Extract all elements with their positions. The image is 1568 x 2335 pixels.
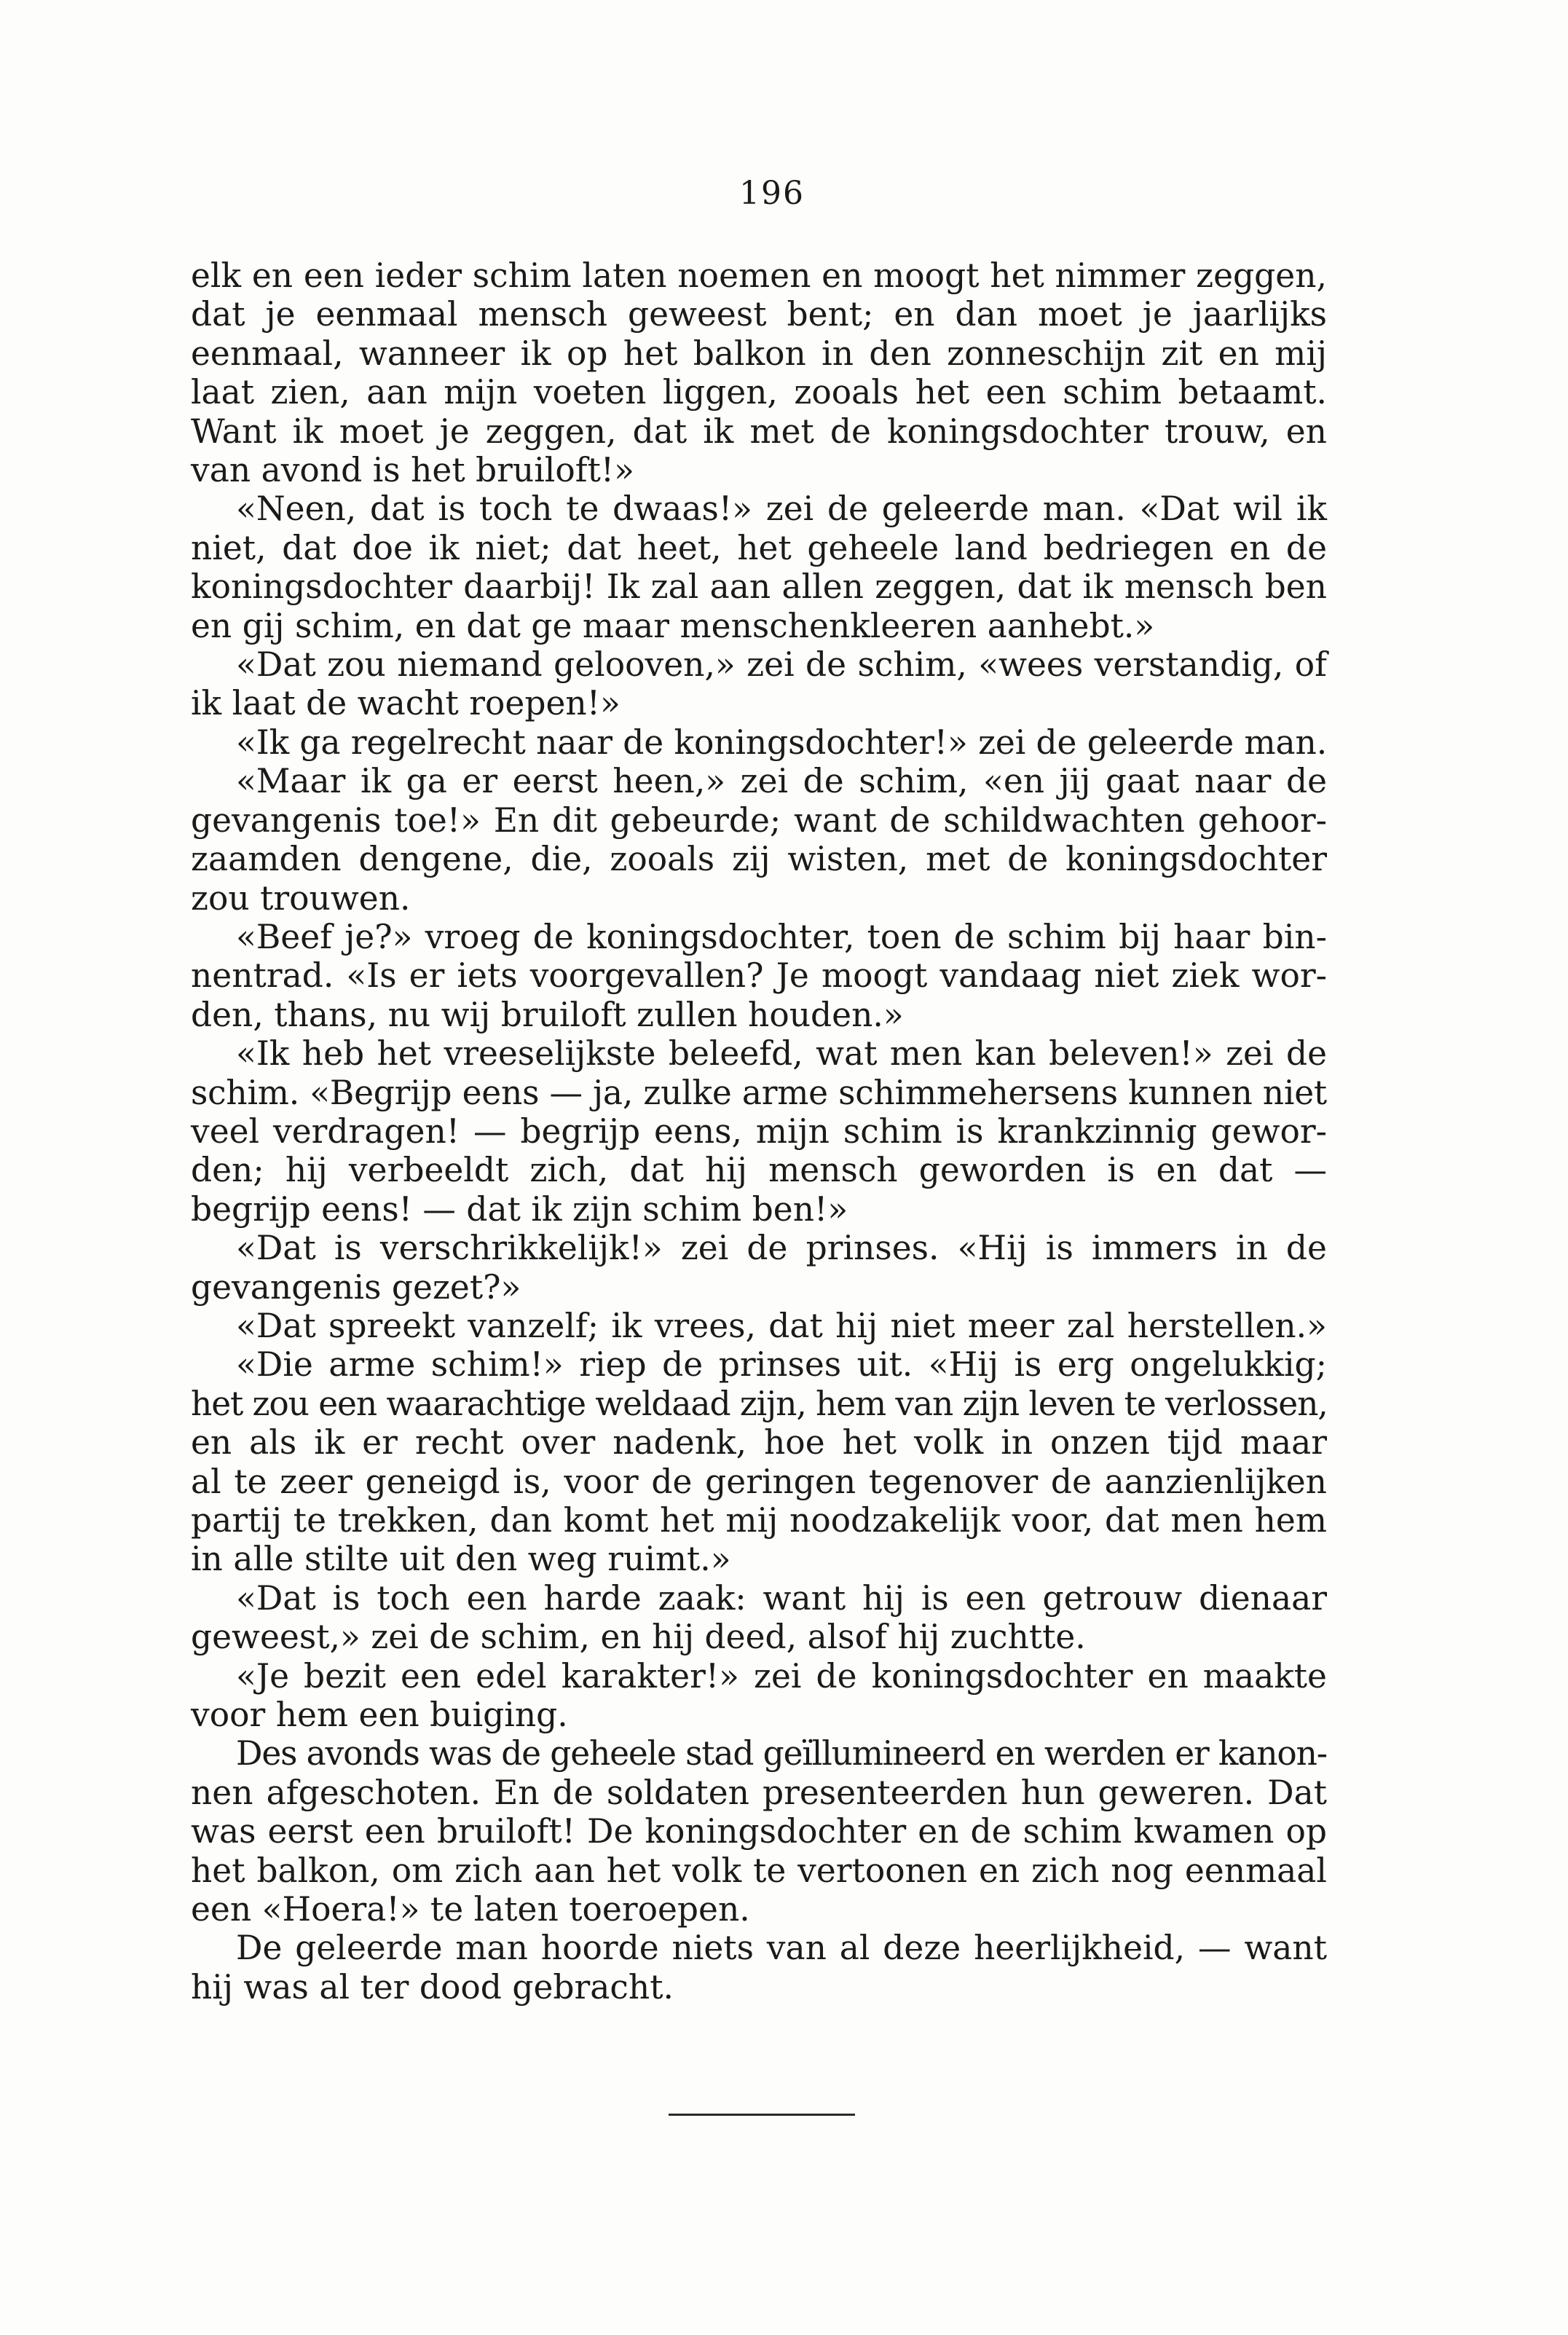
- text-line: was eerst een bruiloft! De koningsdochter en de schim kwamen op: [191, 1812, 1327, 1851]
- text-line: laat zien, aan mijn voeten liggen, zooals het een schim betaamt.: [191, 373, 1327, 412]
- paragraph: [191, 1034, 1327, 1229]
- text-line: partij te trekken, dan komt het mij noodzakelijk voor, dat men hem: [191, 1501, 1327, 1540]
- text-line: gevangenis gezet?»: [191, 1267, 521, 1307]
- text-line: het zou een waarachtige weldaad zijn, hem van zijn leven te verlossen,: [191, 1384, 1328, 1423]
- text-line: «Maar ik ga er eerst heen,» zei de schim, «en jij gaat naar de: [236, 762, 1327, 801]
- text-line: nentrad. «Is er iets voorgevallen? Je moogt vandaag niet ziek wor-: [191, 956, 1327, 996]
- text-line: «Je bezit een edel karakter!» zei de koningsdochter en maakte: [236, 1656, 1327, 1696]
- paragraph: [191, 1579, 1327, 1657]
- paragraph: [191, 1929, 1327, 2007]
- text-line: «Dat is toch een harde zaak: want hij is een getrouw dienaar: [236, 1578, 1327, 1618]
- text-line: De geleerde man hoorde niets van al deze heerlijkheid, — want: [236, 1929, 1327, 1968]
- text-line: nen afgeschoten. En de soldaten presenteerden hun geweren. Dat: [191, 1773, 1327, 1812]
- paragraph: [191, 1345, 1327, 1578]
- page-number: 196: [739, 175, 805, 212]
- text-line: hij was al ter dood gebracht.: [191, 1967, 674, 2007]
- text-line: dat je eenmaal mensch geweest bent; en dan moet je jaarlijks: [191, 295, 1327, 334]
- paragraph: [191, 762, 1327, 918]
- paragraph: [191, 645, 1327, 723]
- paragraph: [191, 256, 1327, 489]
- text-line: schim. «Begrijp eens — ja, zulke arme schimmehersens kunnen niet: [191, 1073, 1327, 1112]
- text-line: eenmaal, wanneer ik op het balkon in den zonneschijn zit en mij: [191, 334, 1327, 373]
- paragraph: [191, 723, 1327, 762]
- text-line: geweest,» zei de schim, en hij deed, alsof hij zuchtte.: [191, 1618, 1086, 1657]
- text-line: «Dat zou niemand gelooven,» zei de schim, «wees verstandig, of: [236, 645, 1327, 685]
- text-line: voor hem een buiging.: [191, 1696, 568, 1735]
- paragraph: [191, 1657, 1327, 1735]
- paragraph: [191, 1229, 1327, 1307]
- text-line: «Ik ga regelrecht naar de koningsdochter!» zei de geleerde man.: [236, 722, 1328, 762]
- text-line: niet, dat doe ik niet; dat heet, het geheele land bedriegen en de: [191, 528, 1327, 567]
- text-line: den; hij verbeeldt zich, dat hij mensch geworden is en dat —: [191, 1151, 1327, 1190]
- text-line: zaamden dengene, die, zooals zij wisten, met de koningsdochter: [191, 840, 1327, 879]
- text-line: elk en een ieder schim laten noemen en moogt het nimmer zeggen,: [191, 256, 1327, 295]
- paragraph: [191, 918, 1327, 1034]
- text-line: Want ik moet je zeggen, dat ik met de koningsdochter trouw, en: [191, 412, 1327, 451]
- text-line: het balkon, om zich aan het volk te vertoonen en zich nog eenmaal: [191, 1851, 1327, 1890]
- text-line: van avond is het bruiloft!»: [191, 451, 634, 490]
- text-line: en als ik er recht over nadenk, hoe het volk in onzen tijd maar: [191, 1423, 1327, 1462]
- paragraph: [191, 1734, 1327, 1929]
- text-line: «Dat is verschrikkelijk!» zei de prinses. «Hij is immers in de: [236, 1229, 1327, 1268]
- text-line: Des avonds was de geheele stad geïllumineerd en werden er kanon-: [236, 1734, 1327, 1773]
- paragraph: [191, 1307, 1327, 1345]
- text-line: «Die arme schim!» riep de prinses uit. «Hij is erg ongelukkig;: [236, 1345, 1327, 1385]
- text-line: al te zeer geneigd is, voor de geringen tegenover de aanzienlijken: [191, 1462, 1327, 1501]
- text-line: koningsdochter daarbij! Ik zal aan allen zeggen, dat ik mensch ben: [191, 567, 1327, 607]
- text-line: den, thans, nu wij bruiloft zullen houden.»: [191, 995, 904, 1034]
- paragraph: [191, 489, 1327, 645]
- text-line: begrijp eens! — dat ik zijn schim ben!»: [191, 1189, 848, 1229]
- text-line: in alle stilte uit den weg ruimt.»: [191, 1540, 731, 1579]
- text-line: «Beef je?» vroeg de koningsdochter, toen de schim bij haar bin-: [236, 917, 1327, 956]
- text-line: gevangenis toe!» En dit gebeurde; want de schildwachten gehoor-: [191, 800, 1327, 840]
- text-line: een «Hoera!» te laten toeroepen.: [191, 1890, 750, 1929]
- text-line: en gij schim, en dat ge maar menschenkleeren aanhebt.»: [191, 606, 1155, 645]
- text-line: ik laat de wacht roepen!»: [191, 684, 620, 723]
- text-line: «Dat spreekt vanzelf; ik vrees, dat hij niet meer zal herstellen.»: [236, 1306, 1327, 1345]
- text-line: veel verdragen! — begrijp eens, mijn schim is krankzinnig gewor-: [191, 1111, 1327, 1151]
- text-line: zou trouwen.: [191, 878, 411, 918]
- text-line: «Neen, dat is toch te dwaas!» zei de geleerde man. «Dat wil ik: [236, 489, 1327, 529]
- text-line: «Ik heb het vreeselijkste beleefd, wat men kan beleven!» zei de: [236, 1034, 1327, 1074]
- end-of-chapter-rule: [669, 2114, 855, 2116]
- body-text: [191, 256, 1327, 2007]
